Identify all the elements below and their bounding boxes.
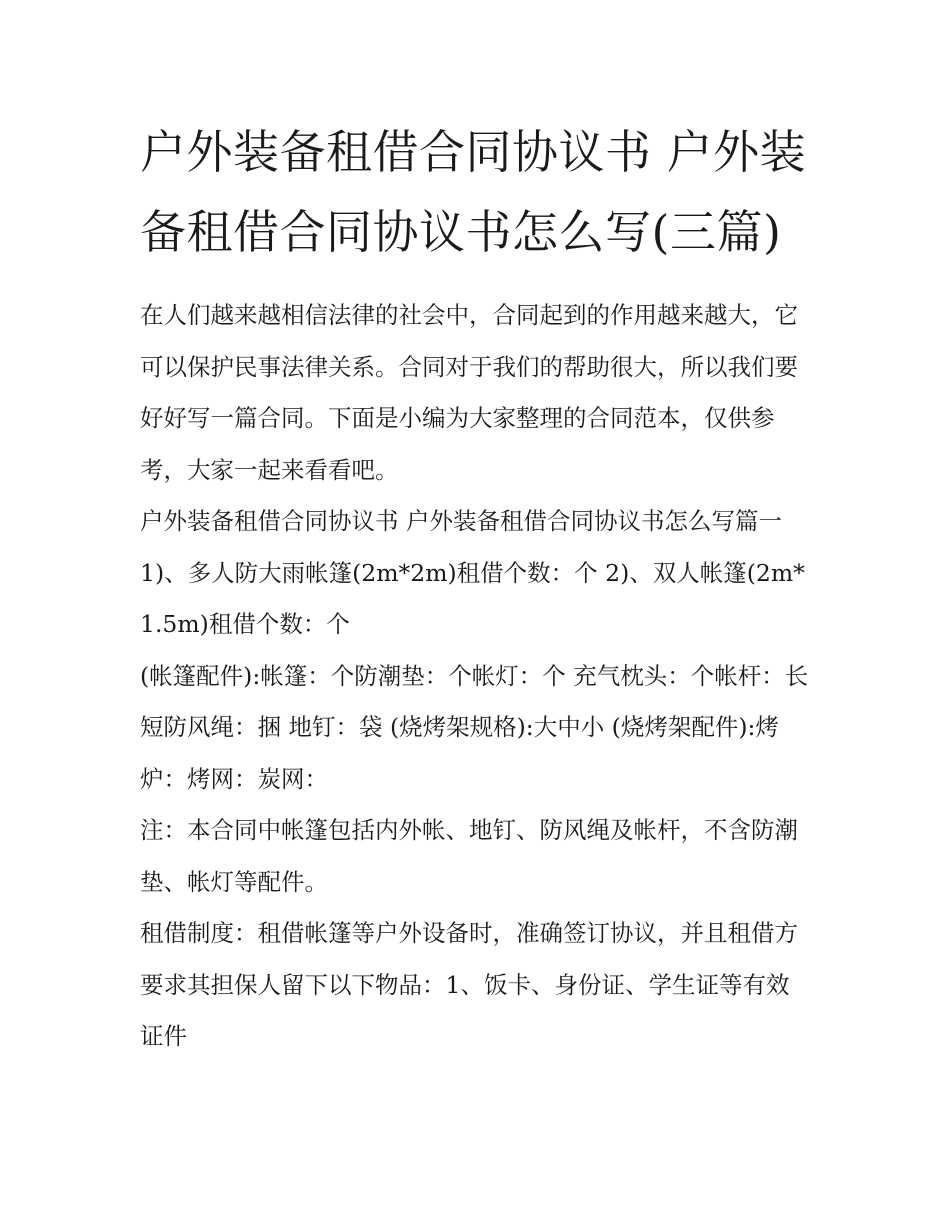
document-page xyxy=(140,112,812,1063)
accessories-paragraph: (帐篷配件):帐篷：个防潮垫：个帐灯：个 充气枕头：个帐杆：长短防风绳：捆 地钉：袋 (烧烤架规格):大中小 (烧烤架配件):烤炉：烤网：炭网： xyxy=(140,661,809,793)
intro-paragraph: 在人们越来越相信法律的社会中，合同起到的作用越来越大，它可以保护民事法律关系。合同对于我们的帮助很大，所以我们要好好写一篇合同。下面是小编为大家整理的合同范本，仅供参考，大家一起来看看吧。 xyxy=(140,301,798,484)
equipment-list-paragraph: 户外装备租借合同协议书 户外装备租借合同协议书怎么写篇一 1)、多人防大雨帐篷(2m*2m)租借个数：个 2)、双人帐篷(2m*1.5m)租借个数：个 xyxy=(140,507,805,638)
rental-rules-paragraph: 租借制度：租借帐篷等户外设备时，准确签订协议，并且租借方要求其担保人留下以下物品：1、饭卡、身份证、学生证等有效证件 xyxy=(140,919,798,1050)
document-title: 户外装备租借合同协议书 户外装备租借合同协议书怎么写(三篇) xyxy=(140,125,807,259)
note-paragraph: 注：本合同中帐篷包括内外帐、地钉、防风绳及帐杆，不含防潮垫、帐灯等配件。 xyxy=(140,816,798,896)
